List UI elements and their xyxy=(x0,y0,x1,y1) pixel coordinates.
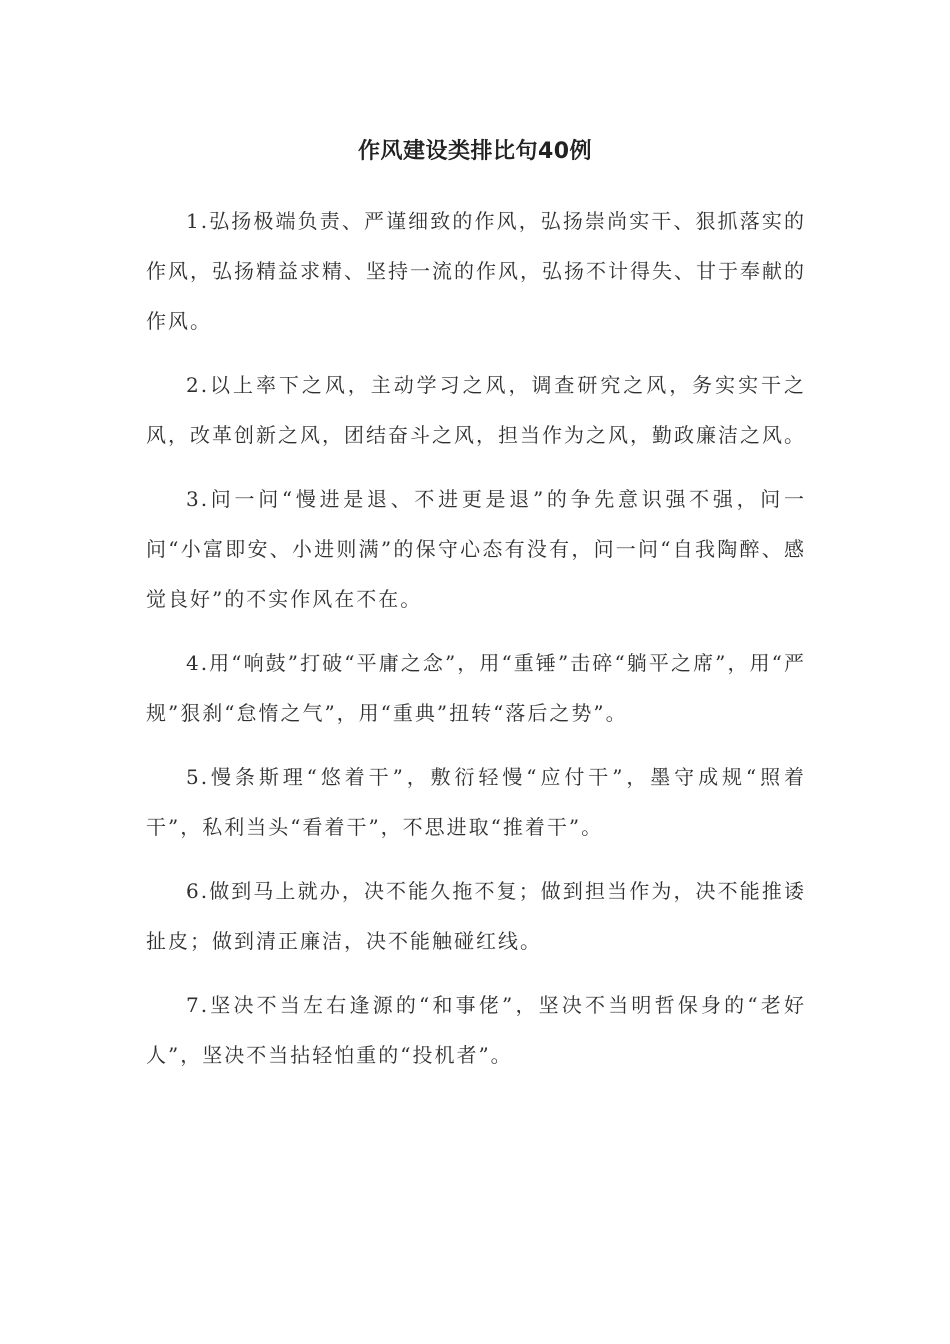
paragraph-5: 5.慢条斯理“悠着干”，敷衍轻慢“应付干”，墨守成规“照着干”，私利当头“看着干”，不思进取“推着干”。 xyxy=(146,765,806,839)
paragraph-6: 6.做到马上就办，决不能久拖不复；做到担当作为，决不能推诿扯皮；做到清正廉洁，决不能触碰红线。 xyxy=(146,879,806,953)
paragraph-7: 7.坚决不当左右逢源的“和事佬”，坚决不当明哲保身的“老好人”，坚决不当拈轻怕重的“投机者”。 xyxy=(146,993,806,1067)
document-title: 作风建设类排比句40例 xyxy=(357,139,593,164)
paragraph-3: 3.问一问“慢进是退、不进更是退”的争先意识强不强，问一问“小富即安、小进则满”的保守心态有没有，问一问“自我陶醉、感觉良好”的不实作风在不在。 xyxy=(146,487,806,611)
paragraph-4: 4.用“响鼓”打破“平庸之念”，用“重锤”击碎“躺平之席”，用“严规”狠刹“怠惰之气”，用“重典”扭转“落后之势”。 xyxy=(146,651,806,725)
paragraph-2: 2.以上率下之风，主动学习之风，调查研究之风，务实实干之风，改革创新之风，团结奋斗之风，担当作为之风，勤政廉洁之风。 xyxy=(146,373,806,447)
document-body xyxy=(146,196,806,1094)
paragraph-1: 1.弘扬极端负责、严谨细致的作风，弘扬崇尚实干、狠抓落实的作风，弘扬精益求精、坚持一流的作风，弘扬不计得失、甘于奉献的作风。 xyxy=(146,209,806,333)
